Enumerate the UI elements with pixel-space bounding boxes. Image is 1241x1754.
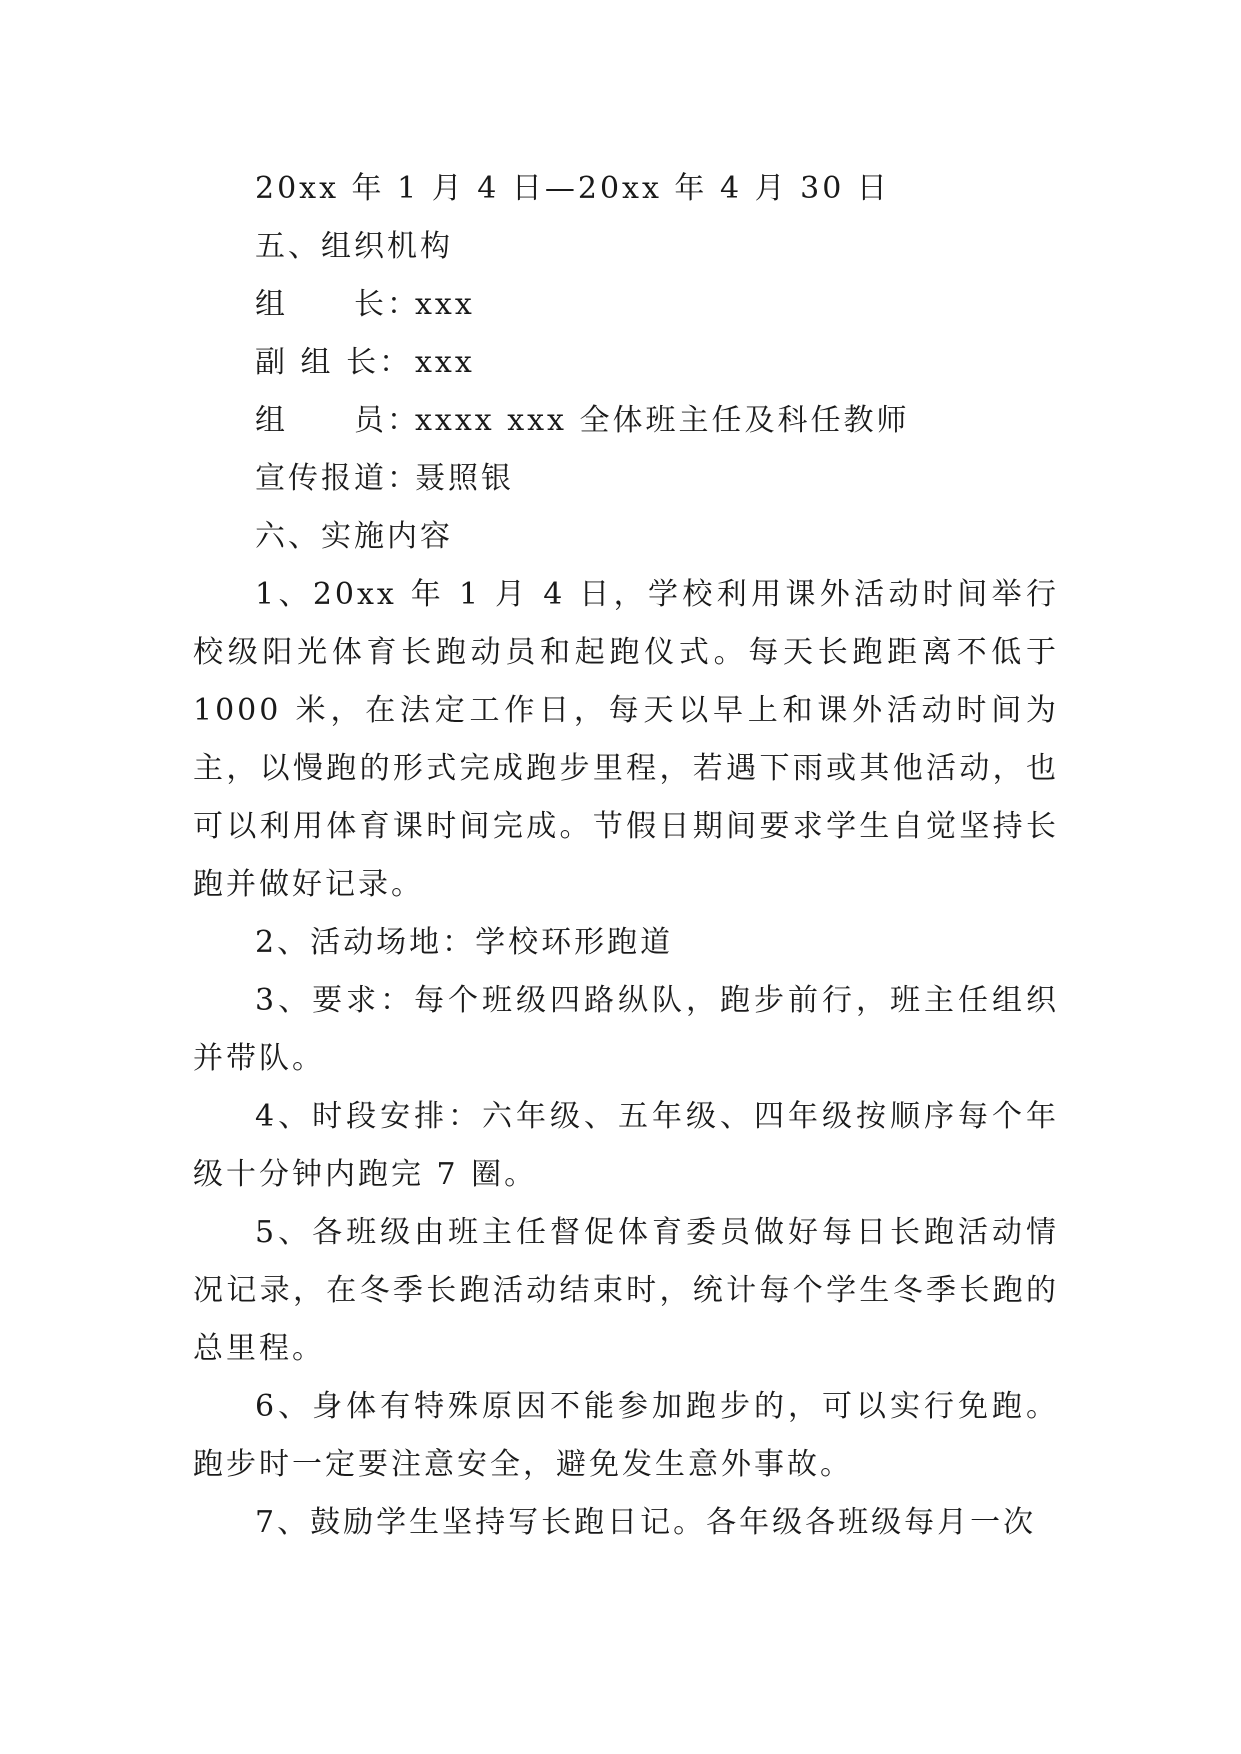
member-role: 组 员： [255,403,420,438]
date-range: 20xx 年 1 月 4 日—20xx 年 4 月 30 日 [255,171,890,206]
section-heading-implementation: 六、实施内容 [255,519,453,554]
member-row-publicity [193,450,1059,508]
member-row-deputy-leader [193,334,1059,392]
member-role: 组 长： [255,287,420,322]
member-role: 副 组 长： [255,345,413,380]
member-row-leader [193,276,1059,334]
member-value: xxx [415,345,475,380]
implementation-item-1: 1、20xx 年 1 月 4 日，学校利用课外活动时间举行校级阳光体育长跑动员和起跑仪式。每天长跑距离不低于 1000 米，在法定工作日，每天以早上和课外活动时间为主，以慢跑的形式完成跑步里程，若遇下雨或其他活动，也可以利用体育课时间完成。节假日期间要求学生自觉坚持长跑并做好记录。 [193,577,1059,902]
member-role: 宣传报道： [255,461,420,496]
member-row-members [193,392,1059,450]
member-value: 聂照银 [415,461,514,496]
section-heading-organization: 五、组织机构 [255,229,453,264]
implementation-item-6: 6、身体有特殊原因不能参加跑步的，可以实行免跑。跑步时一定要注意安全，避免发生意外事故。 [193,1389,1059,1482]
member-value: xxxx xxx 全体班主任及科任教师 [415,403,910,438]
implementation-item-4: 4、时段安排：六年级、五年级、四年级按顺序每个年级十分钟内跑完 7 圈。 [193,1099,1059,1192]
implementation-item-5: 5、各班级由班主任督促体育委员做好每日长跑活动情况记录，在冬季长跑活动结束时，统计每个学生冬季长跑的总里程。 [193,1215,1059,1366]
document-body [193,160,1059,1552]
implementation-item-7: 7、鼓励学生坚持写长跑日记。各年级各班级每月一次 [255,1505,1037,1540]
implementation-item-3: 3、要求：每个班级四路纵队，跑步前行，班主任组织并带队。 [193,983,1059,1076]
implementation-item-2: 2、活动场地：学校环形跑道 [255,925,674,960]
member-value: xxx [415,287,475,322]
